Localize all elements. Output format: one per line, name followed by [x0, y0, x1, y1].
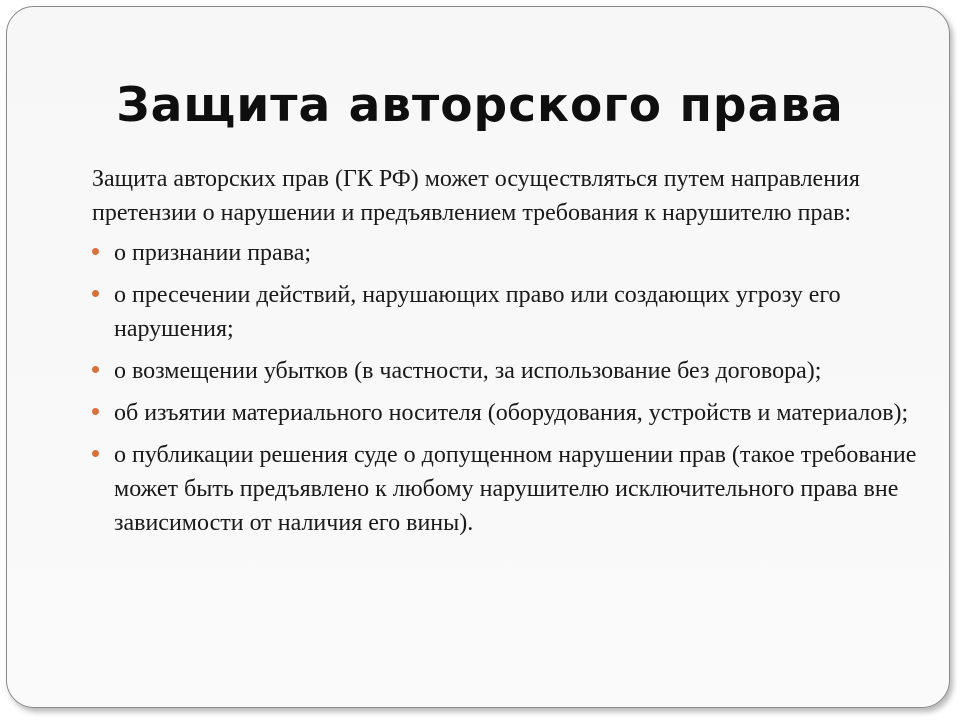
intro-paragraph: Защита авторских прав (ГК РФ) может осуществляться путем направления претензии о нарушении и предъявлением требования к нарушителю прав: — [92, 166, 860, 226]
list-item — [92, 278, 922, 346]
bullet-icon — [92, 290, 99, 297]
bullet-icon — [92, 248, 99, 255]
bullet-icon — [92, 366, 99, 373]
bullet-list — [92, 236, 922, 540]
list-item-text: о возмещении убытков (в частности, за использование без договора); — [114, 358, 822, 384]
bullet-icon — [92, 450, 99, 457]
list-item — [92, 236, 922, 270]
slide-content — [92, 162, 922, 548]
bullet-icon — [92, 408, 99, 415]
list-item-text: о публикации решения суде о допущенном нарушении прав (такое требование может быть предъявлено к любому нарушителю исключительного права вне зависимости от наличия его вины). — [114, 442, 917, 536]
list-item — [92, 396, 922, 430]
list-item — [92, 354, 922, 388]
list-item-text: о признании права; — [114, 240, 312, 266]
list-item-text: об изъятии материального носителя (оборудования, устройств и материалов); — [114, 400, 909, 426]
list-item — [92, 438, 922, 540]
page-title: Защита авторского права — [116, 78, 844, 133]
list-item-text: о пресечении действий, нарушающих право или создающих угрозу его нарушения; — [114, 282, 841, 342]
